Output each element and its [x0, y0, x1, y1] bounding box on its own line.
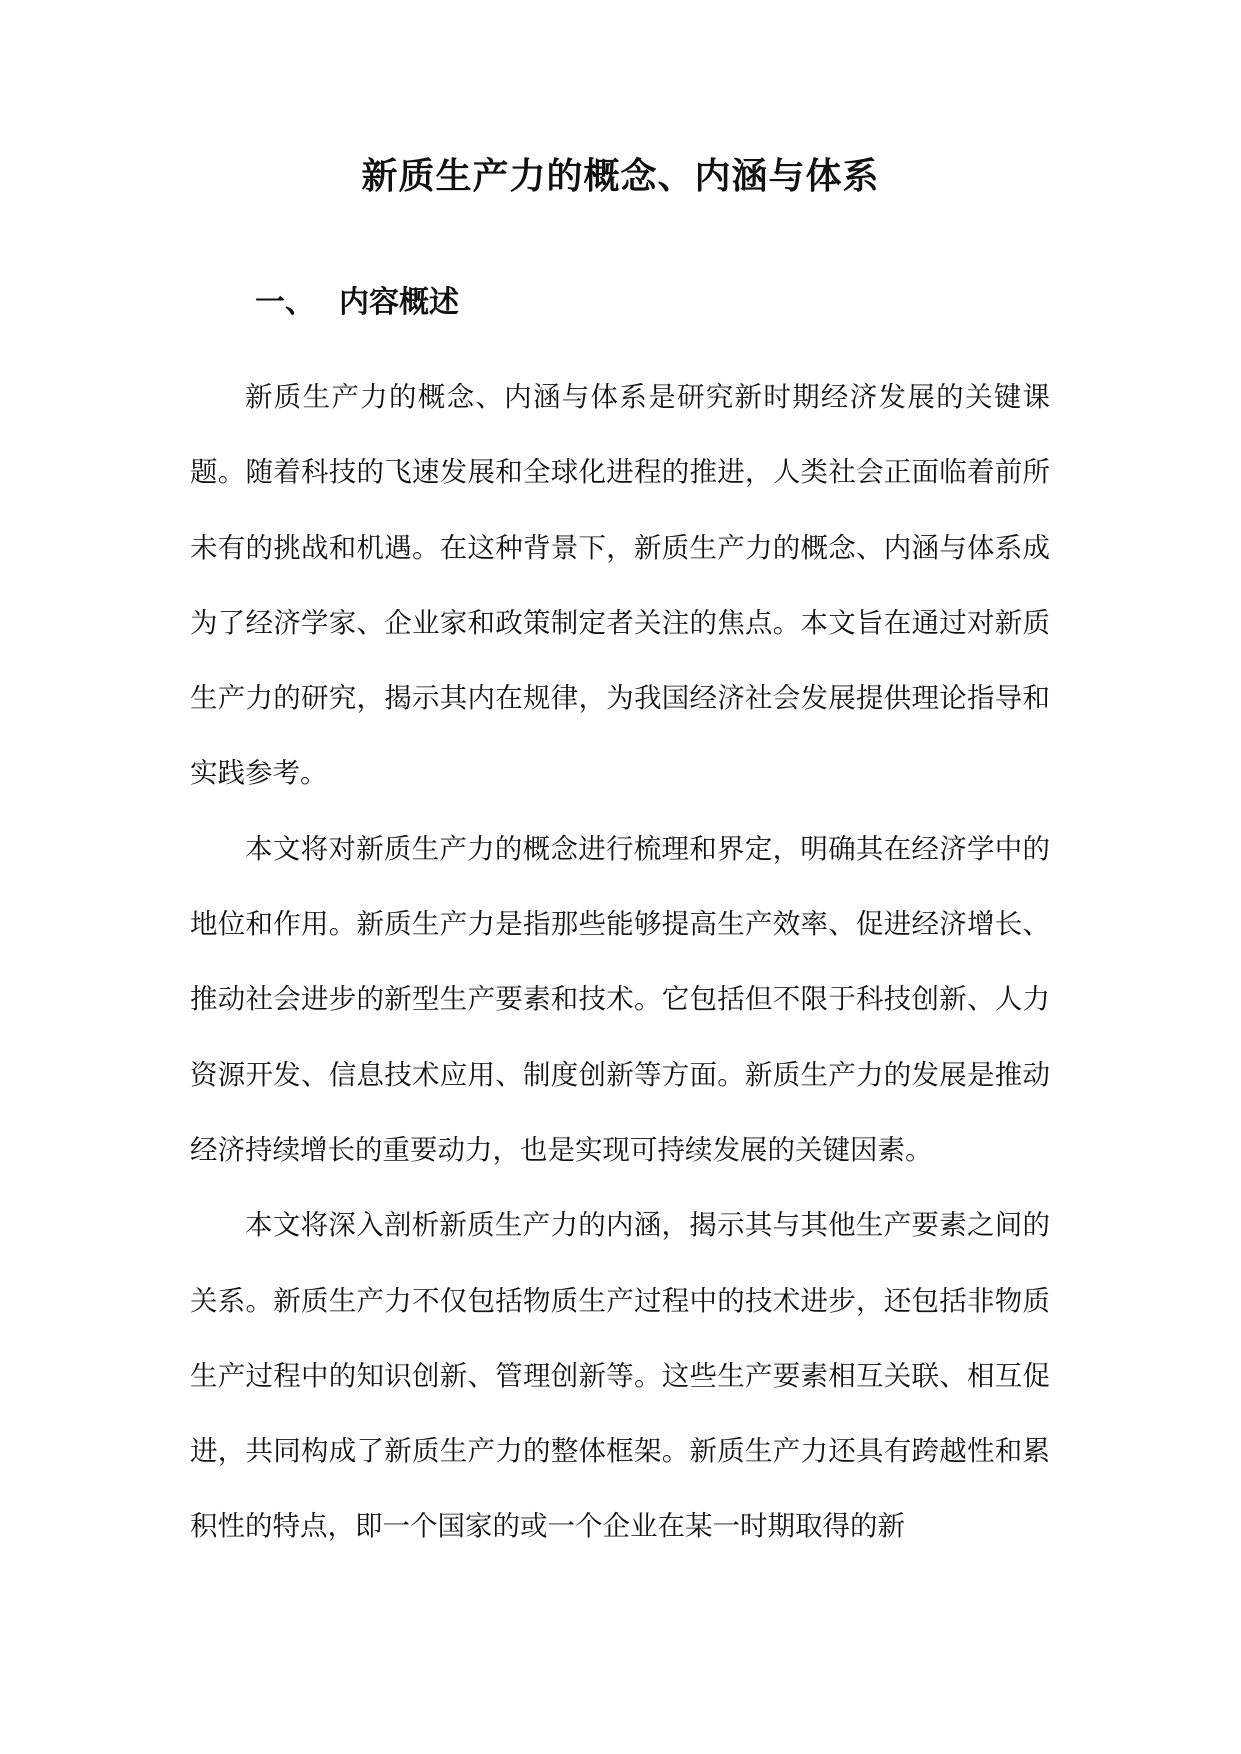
section-title: 内容概述	[339, 285, 459, 320]
section-number: 一、	[255, 285, 315, 320]
paragraph-3: 本文将深入剖析新质生产力的内涵，揭示其与其他生产要素之间的关系。新质生产力不仅包括物质生产过程中的技术进步，还包括非物质生产过程中的知识创新、管理创新等。这些生产要素相互关联、相互促进，共同构成了新质生产力的整体框架。新质生产力还具有跨越性和累积性的特点，即一个国家的或一个企业在某一时期取得的新	[190, 1209, 1050, 1543]
body-text	[190, 360, 1050, 1565]
paragraph-2: 本文将对新质生产力的概念进行梳理和界定，明确其在经济学中的地位和作用。新质生产力是指那些能够提高生产效率、促进经济增长、推动社会进步的新型生产要素和技术。它包括但不限于科技创新、人力资源开发、信息技术应用、制度创新等方面。新质生产力的发展是推动经济持续增长的重要动力，也是实现可持续发展的关键因素。	[190, 832, 1050, 1166]
paragraph-1: 新质生产力的概念、内涵与体系是研究新时期经济发展的关键课题。随着科技的飞速发展和全球化进程的推进，人类社会正面临着前所未有的挑战和机遇。在这种背景下，新质生产力的概念、内涵与体系成为了经济学家、企业家和政策制定者关注的焦点。本文旨在通过对新质生产力的研究，揭示其内在规律，为我国经济社会发展提供理论指导和实践参考。	[190, 381, 1050, 790]
section-heading	[255, 280, 459, 326]
document-title: 新质生产力的概念、内涵与体系	[361, 156, 880, 197]
